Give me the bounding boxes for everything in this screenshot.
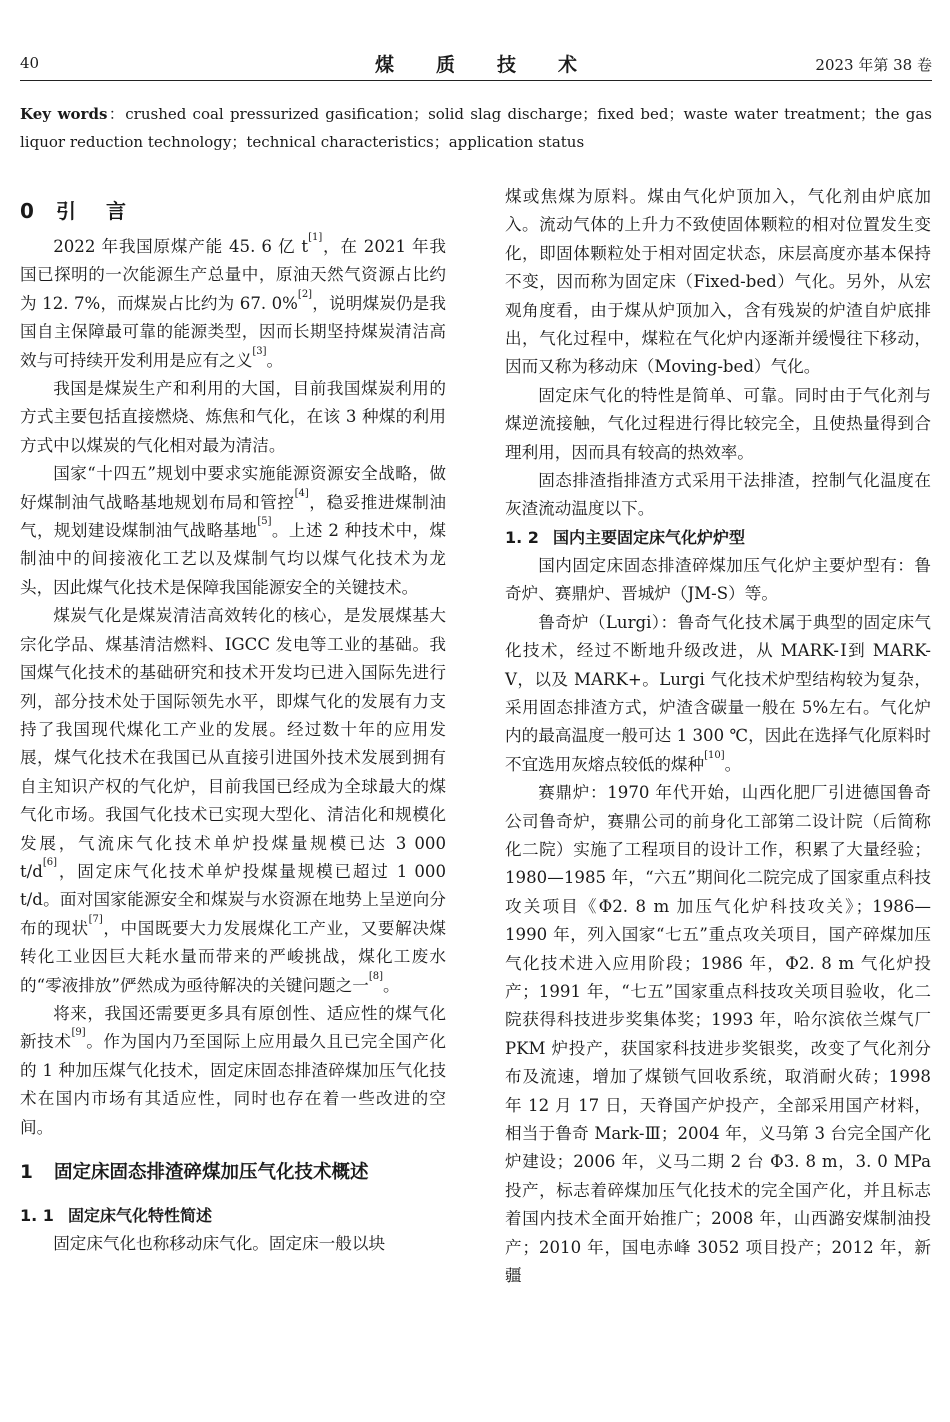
citation: [7] (88, 913, 103, 925)
paragraph: 煤炭气化是煤炭清洁高效转化的核心，是发展煤基大宗化学品、煤基清洁燃料、IGCC 发电等工业的基础。我国煤气化技术的基础研究和技术开发均已进入国际先进行列，部分技术处于国际领先水平，即煤气化的发展有力支持了我国现代煤化工产业的发展。经过数十年的应用发展，煤气化技术在我国已从直接引进国外技术发展到拥有自主知识产权的气化炉，目前我国已经成为全球最大的煤气化市场。我国气化技术已实现大型化、清洁化和规模化发展，气流床气化技术单炉投煤量规模已达 3 000 t/d[6]，固定床气化技术单炉投煤量规模已超过 1 000 t/d。面对国家能源安全和煤炭与水资源在地势上呈逆向分布的现状[7]，中国既要大力发展煤化工产业，又要解决煤转化工业因巨大耗水量而带来的严峻挑战，煤化工废水的“零液排放”俨然成为亟待解决的关键问题之一[8]。 (20, 606, 447, 995)
citation: [2] (297, 288, 313, 300)
citation: [8] (368, 970, 384, 982)
right-column (505, 183, 931, 1290)
section-heading-1: 1 固定床固态排渣碎煤加压气化技术概述 (20, 1162, 369, 1183)
citation: [9] (71, 1027, 86, 1039)
citation: [1] (308, 232, 323, 243)
paragraph: 赛鼎炉：1970 年代开始，山西化肥厂引进德国鲁奇公司鲁奇炉，赛鼎公司的前身化工部第二设计院（后简称化二院）实施了工程项目的设计工作，积累了大量经验；1980—1985 年，“六五”期间化二院完成了国家重点科技攻关项目《Φ2. 8 m 加压气化炉科技攻关》；1986—1990 年，列入国家“七五”重点攻关项目，国产碎煤加压气化技术进入应用阶段；1986 年，Φ2. 8 m 气化炉投产；1991 年，“七五”国家重点科技攻关项目验收，化二院获得科技进步奖集体奖；1993 年，哈尔滨依兰煤气厂 PKM 炉投产，获国家科技进步奖银奖，改变了气化剂分布及流速，增加了煤锁气回收系统，取消耐火砖；1998 年 12 月 17 日，天脊国产炉投产，全部采用国产材料，相当于鲁奇 Mark-Ⅲ；2004 年，义马第 3 台完全国产化炉建设；2006 年，义马二期 2 台 Φ3. 8 m，3. 0 MPa 投产，标志着碎煤加压气化技术的完全国产化，并且标志着国内技术全面开始推广；2008 年，山西潞安煤制油投产；2010 年，国电赤峰 3052 项目投产；2012 年，新疆 (505, 783, 931, 1286)
journal-title: 煤质技术 (374, 54, 619, 76)
keywords-text: crushed coal pressurized gasification；solid slag discharge；fixed bed；waste water treatment；the gas liquor reduction technology；technical characteristics；application status (20, 105, 932, 151)
paragraph: 固态排渣指排渣方式采用干法排渣，控制气化温度在灰渣流动温度以下。 (505, 471, 931, 519)
page-number: 40 (20, 54, 40, 72)
paragraph: 国内固定床固态排渣碎煤加压气化炉主要炉型有：鲁奇炉、赛鼎炉、晋城炉（JM-S）等。 (505, 555, 931, 604)
volume-info: 2023 年第 38 卷 (815, 56, 932, 74)
paragraph: 2022 年我国原煤产能 45. 6 亿 t[1]，在 2021 年我国已探明的一次能源生产总量中，原油天然气资源占比约为 12. 7%，而煤炭占比约为 67. 0%[2]，说明煤炭仍是我国自主保障最可靠的能源类型，因而长期坚持煤炭清洁高效与可持续开发利用是应有之义[3]。 (20, 232, 447, 370)
citation: [4] (294, 487, 309, 499)
paragraph: 煤或焦煤为原料。煤由气化炉顶加入，气化剂由炉底加入。流动气体的上升力不致使固体颗粒的相对位置发生变化，即固体颗粒处于相对固定状态，床层高度亦基本保持不变，因而称为固定床（Fixed-bed）气化。另外，从宏观角度看，由于煤从炉顶加入，含有残炭的炉渣自炉底排出，气化过程中，煤粒在气化炉内逐渐并缓慢往下移动，因而又称为移动床（Moving-bed）气化。 (505, 187, 931, 377)
keywords-label: Key words (20, 105, 108, 123)
citation: [10] (704, 749, 725, 761)
paragraph: 我国是煤炭生产和利用的大国，目前我国煤炭利用的方式主要包括直接燃烧、炼焦和气化，在该 3 种煤的利用方式中以煤炭的气化相对最为清洁。 (20, 379, 446, 455)
paragraph: 将来，我国还需要更多具有原创性、适应性的煤气化新技术[9]。作为国内乃至国际上应用最久且已完全国产化的 1 种加压煤气化技术，固定床固态排渣碎煤加压气化技术在国内市场有其适应性，同时也存在着一些改进的空间。 (20, 1003, 447, 1137)
subsection-heading-1-2: 1. 2 国内主要固定床气化炉炉型 (505, 527, 746, 547)
paragraph: 国家“十四五”规划中要求实施能源资源安全战略，做好煤制油气战略基地规划布局和管控[4]，稳妥推进煤制油气，规划建设煤制油气战略基地[5]。上述 2 种技术中，煤制油中的间接液化工艺以及煤制气均以煤气化技术为龙头，因此煤气化技术是保障我国能源安全的关键技术。 (20, 464, 447, 597)
paragraph: 鲁奇炉（Lurgi）：鲁奇气化技术属于典型的固定床气化技术，经过不断地升级改进，从 MARK-Ⅰ到 MARK-Ⅴ，以及 MARK+。Lurgi 气化技术炉型结构较为复杂，采用固态排渣方式，炉渣含碳量一般在 5%左右。气化炉内的最高温度一般可达 1 300 ℃，因此在选择气化原料时不宜选用灰熔点较低的煤种[10]。 (505, 612, 931, 774)
paragraph: 固定床气化的特性是简单、可靠。同时由于气化剂与煤逆流接触，气化过程进行得比较完全，且使热量得到合理利用，因而具有较高的热效率。 (505, 385, 931, 462)
paragraph: 固定床气化也称移动床气化。固定床一般以块 (53, 1234, 386, 1253)
left-column (20, 193, 446, 1258)
citation: [6] (42, 856, 58, 868)
citation: [3] (252, 345, 267, 357)
citation: [5] (257, 516, 272, 528)
keywords: Key words：crushed coal pressurized gasification；solid slag discharge；fixed bed；waste water treatment；the gas liquor reduction technology；technical characteristics；application status (20, 105, 932, 151)
subsection-heading-1-1: 1. 1 固定床气化特性简述 (20, 1206, 213, 1225)
running-header (20, 44, 932, 81)
section-heading-0: 0 引言 (20, 199, 156, 223)
